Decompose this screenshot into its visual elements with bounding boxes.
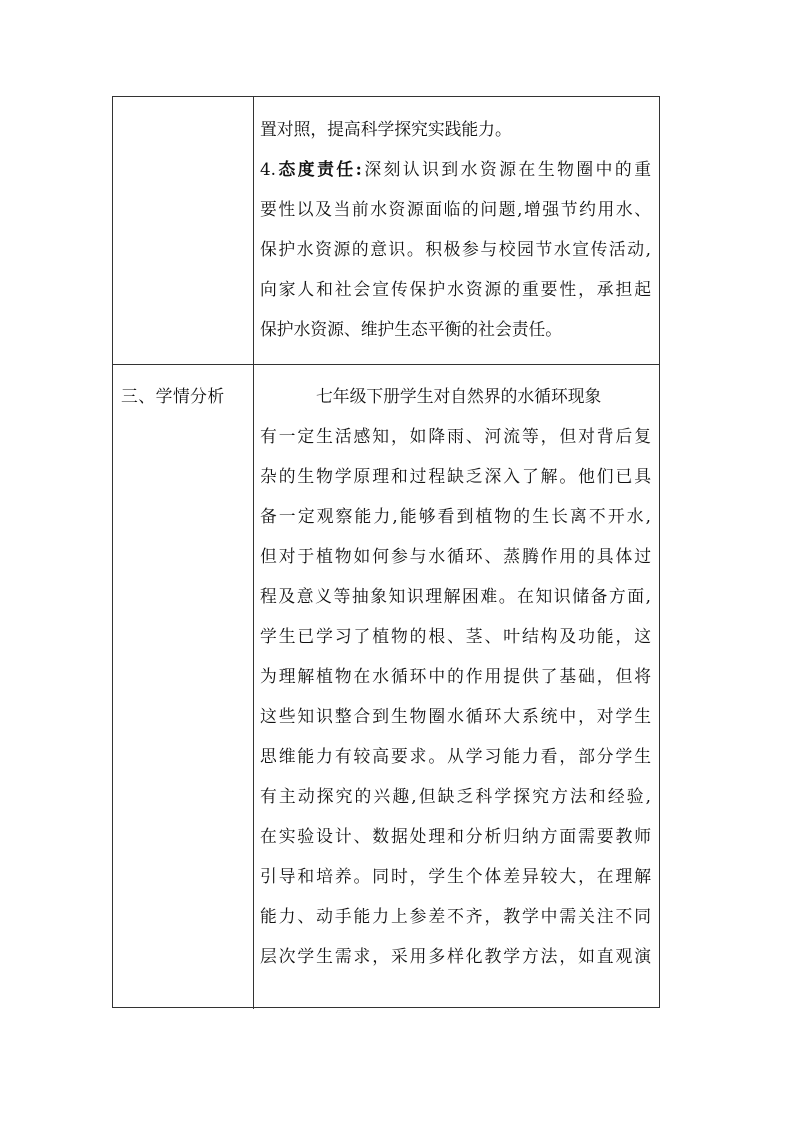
- content-line: 这些知识整合到生物圈水循环大系统中，对学生: [260, 706, 651, 726]
- content-line: 能力、动手能力上参差不齐，教学中需关注不同: [260, 906, 651, 926]
- content-line: 向家人和社会宣传保护水资源的重要性，承担起: [260, 279, 651, 299]
- content-line: 杂的生物学原理和过程缺乏深入了解。他们已具: [260, 466, 651, 486]
- item-text: 深刻认识到水资源在生物圈中的重: [361, 159, 651, 179]
- content-line: 学生已学习了植物的根、茎、叶结构及功能，这: [260, 626, 651, 646]
- content-line: 思维能力有较高要求。从学习能力看，部分学生: [260, 746, 651, 766]
- content-line: 有主动探究的兴趣,但缺乏科学探究方法和经验,: [260, 786, 651, 806]
- content-line: 置对照，提高科学探究实践能力。: [260, 119, 512, 139]
- content-line: 程及意义等抽象知识理解困难。在知识储备方面,: [260, 586, 651, 606]
- row-label-cell: [113, 365, 254, 1009]
- content-line: 保护水资源、维护生态平衡的社会责任。: [260, 319, 563, 339]
- table-row-learner-analysis: [113, 365, 659, 1009]
- item-title: 态度责任:: [276, 159, 362, 179]
- item-number: 4.: [260, 159, 277, 179]
- content-line: 要性以及当前水资源面临的问题,增强节约用水、: [260, 199, 651, 219]
- content-line: 备一定观察能力,能够看到植物的生长离不开水,: [260, 506, 651, 526]
- content-line: 保护水资源的意识。积极参与校园节水宣传活动,: [260, 239, 651, 259]
- content-line: 引导和培养。同时，学生个体差异较大，在理解: [260, 866, 651, 886]
- paragraph-first-line: 七年级下册学生对自然界的水循环现象: [316, 386, 602, 406]
- content-line: 在实验设计、数据处理和分析归纳方面需要教师: [260, 826, 651, 846]
- content-line: 层次学生需求，采用多样化教学方法，如直观演: [260, 946, 651, 966]
- attitude-content-cell: [254, 97, 659, 364]
- content-line: 但对于植物如何参与水循环、蒸腾作用的具体过: [260, 546, 651, 566]
- learner-analysis-content-cell: [254, 365, 659, 1009]
- lesson-plan-table: [112, 96, 660, 1008]
- row-label-cell-empty: [113, 97, 254, 364]
- content-line: 有一定生活感知，如降雨、河流等，但对背后复: [260, 426, 651, 446]
- content-line: 为理解植物在水循环中的作用提供了基础，但将: [260, 666, 651, 686]
- section-label: 三、学情分析: [121, 386, 225, 406]
- attitude-heading-line: [260, 149, 651, 189]
- table-row-attitude: [113, 97, 659, 365]
